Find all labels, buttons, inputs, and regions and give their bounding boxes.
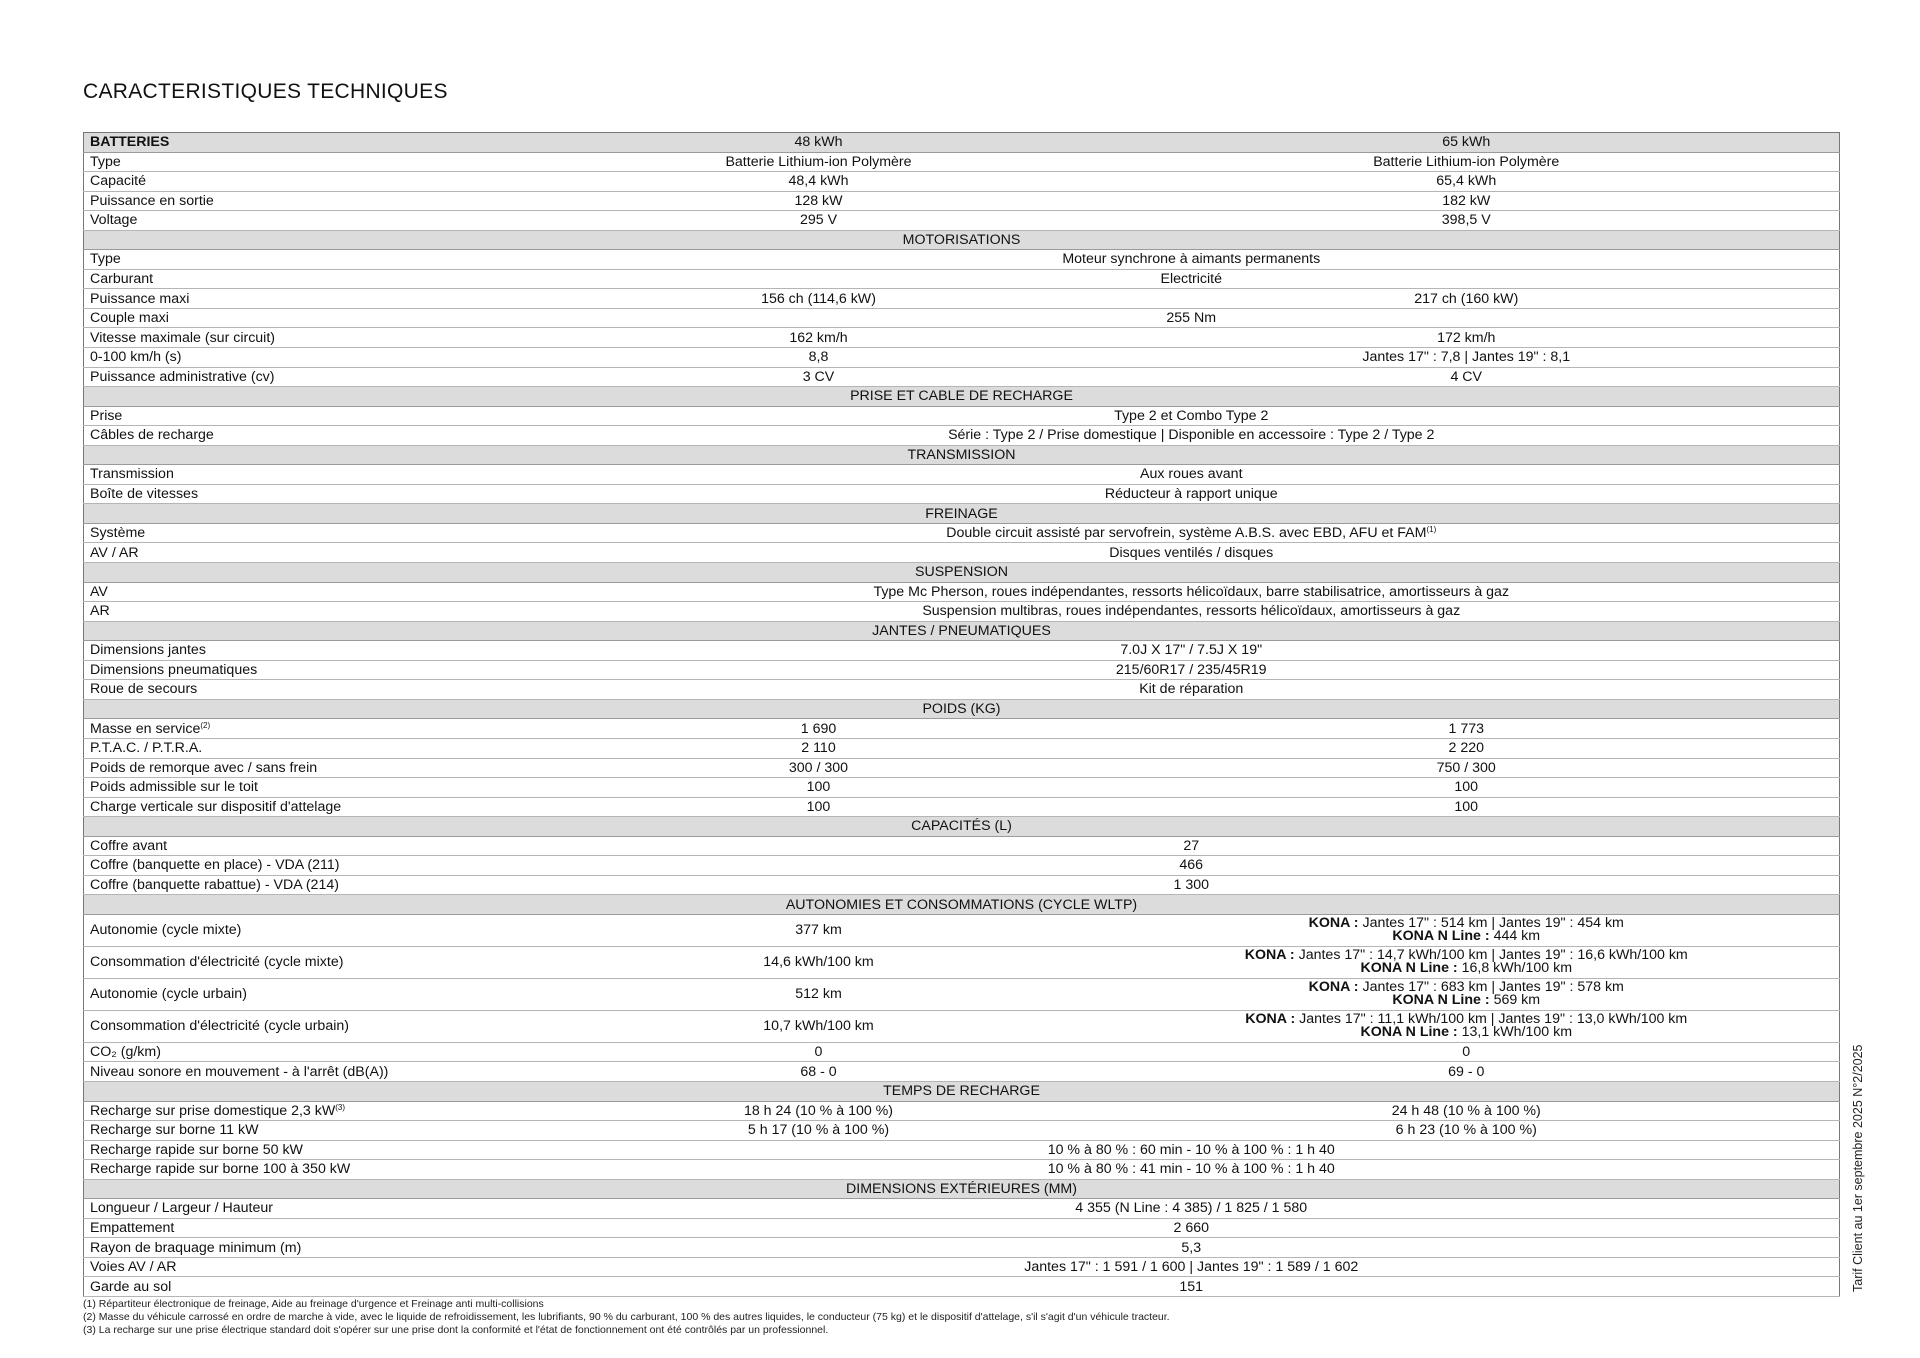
- spec-label-text: Recharge sur prise domestique 2,3 kW: [90, 1102, 336, 1119]
- spec-label: [84, 914, 544, 946]
- spec-label: [84, 797, 544, 817]
- spec-value-48kwh: 18 h 24 (10 % à 100 %): [544, 1101, 1094, 1121]
- spec-label: [84, 738, 544, 758]
- spec-row: [84, 289, 1840, 309]
- spec-value-text: 7.0J X 17" / 7.5J X 19": [1120, 642, 1263, 659]
- spec-row: [84, 1238, 1840, 1258]
- spec-value: [544, 523, 1840, 543]
- footnotes: [83, 1298, 1783, 1337]
- spec-value-65kwh: 217 ch (160 kW): [1094, 289, 1840, 309]
- spec-value-48kwh: 295 V: [544, 211, 1094, 231]
- spec-value: [544, 308, 1840, 328]
- spec-label-text: AV / AR: [90, 544, 139, 561]
- spec-value-65kwh: 65,4 kWh: [1094, 172, 1840, 192]
- spec-label-text: Système: [90, 525, 146, 542]
- spec-label: [84, 133, 544, 153]
- spec-label-text: Voies AV / AR: [90, 1259, 177, 1276]
- spec-value-48kwh: 100: [544, 797, 1094, 817]
- spec-row: [84, 465, 1840, 485]
- spec-label-text: Poids de remorque avec / sans frein: [90, 759, 318, 776]
- kona-n-line-label: KONA N Line :: [1360, 1024, 1458, 1041]
- kona-n-line-value: 13,1 kWh/100 km: [1461, 1024, 1573, 1041]
- section-title: DIMENSIONS EXTÉRIEURES (MM): [84, 1179, 1840, 1199]
- spec-row: [84, 914, 1840, 946]
- spec-label-text: Dimensions jantes: [90, 642, 206, 659]
- spec-label: [84, 1062, 544, 1082]
- kona-value: Jantes 17" : 514 km | Jantes 19" : 454 km: [1362, 915, 1624, 932]
- spec-value-65kwh: Jantes 17" : 7,8 | Jantes 19" : 8,1: [1094, 348, 1840, 368]
- kona-n-line-value: 444 km: [1493, 928, 1541, 945]
- spec-value: [544, 875, 1840, 895]
- spec-label-text: Boîte de vitesses: [90, 486, 199, 503]
- spec-label-text: Voltage: [90, 212, 138, 229]
- spec-value-48kwh: 48 kWh: [544, 133, 1094, 153]
- kona-label: KONA :: [1308, 979, 1359, 996]
- spec-label-text: P.T.A.C. / P.T.R.A.: [90, 740, 203, 757]
- spec-value-65kwh: [1094, 1010, 1840, 1042]
- spec-label-text: Poids admissible sur le toit: [90, 779, 258, 796]
- spec-row: [84, 738, 1840, 758]
- spec-label: [84, 308, 544, 328]
- spec-row: [84, 978, 1840, 1010]
- spec-label-text: 0-100 km/h (s): [90, 349, 182, 366]
- spec-label: [84, 172, 544, 192]
- spec-label: [84, 1257, 544, 1277]
- spec-value-text: 151: [1179, 1278, 1204, 1295]
- spec-value-65kwh: Batterie Lithium-ion Polymère: [1094, 152, 1840, 172]
- spec-row: [84, 1257, 1840, 1277]
- spec-label: [84, 778, 544, 798]
- spec-label-text: Coffre avant: [90, 837, 168, 854]
- section-title: AUTONOMIES ET CONSOMMATIONS (CYCLE WLTP): [84, 895, 1840, 915]
- section-title: POIDS (KG): [84, 699, 1840, 719]
- spec-value: [544, 582, 1840, 602]
- spec-value-text: Suspension multibras, roues indépendantes, ressorts hélicoïdaux, amortisseurs à gaz: [922, 603, 1461, 620]
- spec-label: [84, 465, 544, 485]
- spec-value-65kwh: [1094, 914, 1840, 946]
- spec-row: [84, 484, 1840, 504]
- spec-value-48kwh: Batterie Lithium-ion Polymère: [544, 152, 1094, 172]
- spec-label-text: BATTERIES: [90, 134, 170, 151]
- spec-value: [544, 465, 1840, 485]
- section-header-row: [84, 387, 1840, 407]
- spec-label-text: AR: [90, 603, 110, 620]
- spec-value-text: Moteur synchrone à aimants permanents: [1062, 251, 1321, 268]
- spec-label: [84, 660, 544, 680]
- spec-value-65kwh: [1094, 946, 1840, 978]
- spec-value-48kwh: 8,8: [544, 348, 1094, 368]
- footnote: (3) La recharge sur une prise électrique standard doit s'opérer sur une prise dont la conformité et l'état de fonctionnement ont été contrôlés par un professionnel.: [83, 1324, 829, 1336]
- spec-value-text: Type 2 et Combo Type 2: [1114, 407, 1269, 424]
- spec-label: [84, 543, 544, 563]
- spec-row: [84, 406, 1840, 426]
- spec-value-65kwh: 6 h 23 (10 % à 100 %): [1094, 1121, 1840, 1141]
- spec-row: [84, 641, 1840, 661]
- spec-value-65kwh: 172 km/h: [1094, 328, 1840, 348]
- spec-value-48kwh: 300 / 300: [544, 758, 1094, 778]
- spec-label-text: Puissance en sortie: [90, 192, 214, 209]
- spec-value-65kwh: 4 CV: [1094, 367, 1840, 387]
- spec-label-text: Rayon de braquage minimum (m): [90, 1239, 302, 1256]
- spec-value-text: 27: [1183, 837, 1200, 854]
- spec-value-65kwh: 100: [1094, 797, 1840, 817]
- spec-value: [544, 1160, 1840, 1180]
- section-header-row: [84, 230, 1840, 250]
- spec-label: [84, 758, 544, 778]
- spec-label-text: Capacité: [90, 173, 146, 190]
- spec-row: [84, 778, 1840, 798]
- spec-label: [84, 719, 544, 739]
- spec-row: [84, 797, 1840, 817]
- spec-label: [84, 367, 544, 387]
- section-header-row: [84, 895, 1840, 915]
- spec-value-text: 10 % à 80 % : 41 min - 10 % à 100 % : 1 h 40: [1047, 1161, 1335, 1178]
- spec-value-text: Jantes 17" : 1 591 / 1 600 | Jantes 19" : 1 589 / 1 602: [1024, 1259, 1359, 1276]
- spec-value-48kwh: 5 h 17 (10 % à 100 %): [544, 1121, 1094, 1141]
- spec-label: [84, 1042, 544, 1062]
- spec-value-48kwh: 10,7 kWh/100 km: [544, 1010, 1094, 1042]
- spec-value-text: 4 355 (N Line : 4 385) / 1 825 / 1 580: [1075, 1200, 1308, 1217]
- spec-label-text: Roue de secours: [90, 681, 198, 698]
- spec-label: [84, 1238, 544, 1258]
- spec-value: [544, 660, 1840, 680]
- spec-row: [84, 1062, 1840, 1082]
- spec-value: [544, 602, 1840, 622]
- spec-label: [84, 582, 544, 602]
- spec-value-65kwh: 398,5 V: [1094, 211, 1840, 231]
- spec-row: [84, 1218, 1840, 1238]
- spec-value-text: 10 % à 80 % : 60 min - 10 % à 100 % : 1 h 40: [1047, 1141, 1335, 1158]
- spec-row: [84, 308, 1840, 328]
- spec-value: [544, 269, 1840, 289]
- footnote-ref: (1): [1426, 525, 1437, 535]
- spec-label: [84, 1010, 544, 1042]
- spec-row: [84, 1101, 1840, 1121]
- spec-label-text: Couple maxi: [90, 310, 169, 327]
- side-note: Tarif Client au 1er septembre 2025 N°2/2025: [1851, 1044, 1865, 1292]
- spec-label-text: Prise: [90, 407, 123, 424]
- spec-value: [544, 1257, 1840, 1277]
- spec-value: [544, 1199, 1840, 1219]
- spec-row: [84, 133, 1840, 153]
- spec-value-text: Disques ventilés / disques: [1109, 544, 1274, 561]
- spec-label: [84, 680, 544, 700]
- spec-value-text: 1 300: [1173, 876, 1209, 893]
- spec-label: [84, 250, 544, 270]
- spec-label-text: Recharge sur borne 11 kW: [90, 1122, 259, 1139]
- spec-label-text: Consommation d'électricité (cycle urbain): [90, 1018, 349, 1035]
- section-title: MOTORISATIONS: [84, 230, 1840, 250]
- spec-row: [84, 1010, 1840, 1042]
- spec-label: [84, 211, 544, 231]
- spec-label: [84, 523, 544, 543]
- spec-label-text: Autonomie (cycle urbain): [90, 986, 247, 1003]
- spec-row: [84, 680, 1840, 700]
- spec-label-text: Puissance administrative (cv): [90, 368, 275, 385]
- spec-row: [84, 543, 1840, 563]
- spec-row: [84, 367, 1840, 387]
- spec-value-text: Double circuit assisté par servofrein, système A.B.S. avec EBD, AFU et FAM: [946, 525, 1427, 542]
- spec-label-text: Vitesse maximale (sur circuit): [90, 329, 276, 346]
- spec-value-65kwh: 0: [1094, 1042, 1840, 1062]
- spec-value-text: Kit de réparation: [1139, 681, 1244, 698]
- spec-value: [544, 1140, 1840, 1160]
- spec-label: [84, 191, 544, 211]
- spec-value-text: 5,3: [1181, 1239, 1202, 1256]
- spec-value: [544, 484, 1840, 504]
- spec-value: [544, 1238, 1840, 1258]
- spec-value: [544, 1218, 1840, 1238]
- footnote: (2) Masse du véhicule carrossé en ordre de marche à vide, avec le liquide de refroidissement, les lubrifiants, 90 % du carburant, 100 % des autres liquides, le conducteur (75 kg) et le dispositif d'attelage, s'il s'agit d'un véhicule tracteur.: [83, 1311, 1170, 1323]
- spec-value-65kwh: 100: [1094, 778, 1840, 798]
- spec-label-text: Puissance maxi: [90, 290, 190, 307]
- spec-label: [84, 406, 544, 426]
- spec-row: [84, 1199, 1840, 1219]
- spec-label: [84, 1101, 544, 1121]
- spec-value-48kwh: 128 kW: [544, 191, 1094, 211]
- spec-value: [544, 406, 1840, 426]
- spec-label: [84, 602, 544, 622]
- spec-value-48kwh: 100: [544, 778, 1094, 798]
- spec-label-text: Recharge rapide sur borne 50 kW: [90, 1141, 303, 1158]
- spec-value-48kwh: 2 110: [544, 738, 1094, 758]
- spec-row: [84, 211, 1840, 231]
- spec-value-65kwh: 182 kW: [1094, 191, 1840, 211]
- spec-value-65kwh: 2 220: [1094, 738, 1840, 758]
- spec-row: [84, 426, 1840, 446]
- spec-label: [84, 1160, 544, 1180]
- spec-row: [84, 719, 1840, 739]
- spec-label: [84, 875, 544, 895]
- spec-label-text: Carburant: [90, 271, 154, 287]
- spec-row: [84, 660, 1840, 680]
- spec-value: [544, 250, 1840, 270]
- spec-label-text: CO₂ (g/km): [90, 1044, 161, 1061]
- section-header-row: [84, 621, 1840, 641]
- spec-label: [84, 856, 544, 876]
- spec-label-text: Transmission: [90, 466, 174, 483]
- spec-label: [84, 1199, 544, 1219]
- kona-value: Jantes 17" : 683 km | Jantes 19" : 578 km: [1362, 979, 1624, 996]
- kona-value: Jantes 17" : 11,1 kWh/100 km | Jantes 19" : 13,0 kWh/100 km: [1299, 1011, 1688, 1028]
- section-header-row: [84, 445, 1840, 465]
- spec-label: [84, 836, 544, 856]
- spec-value-65kwh: 750 / 300: [1094, 758, 1840, 778]
- spec-value-65kwh: 24 h 48 (10 % à 100 %): [1094, 1101, 1840, 1121]
- spec-label: [84, 426, 544, 446]
- spec-label-text: Recharge rapide sur borne 100 à 350 kW: [90, 1161, 351, 1178]
- spec-value: [544, 426, 1840, 446]
- kona-n-line-label: KONA N Line :: [1360, 960, 1458, 977]
- spec-table: [83, 132, 1840, 1297]
- spec-label: [84, 1140, 544, 1160]
- spec-value-65kwh: 69 - 0: [1094, 1062, 1840, 1082]
- footnote: (1) Répartiteur électronique de freinage, Aide au freinage d'urgence et Freinage anti multi-collisions: [83, 1298, 544, 1310]
- section-title: TRANSMISSION: [84, 445, 1840, 465]
- kona-n-line-value: 16,8 kWh/100 km: [1461, 960, 1573, 977]
- spec-value-48kwh: 377 km: [544, 914, 1094, 946]
- section-title: TEMPS DE RECHARGE: [84, 1081, 1840, 1101]
- spec-label: [84, 152, 544, 172]
- spec-value-65kwh: [1094, 978, 1840, 1010]
- spec-label: [84, 269, 544, 289]
- spec-value: [544, 1277, 1840, 1297]
- kona-label: KONA :: [1245, 1011, 1296, 1028]
- spec-value-48kwh: 3 CV: [544, 367, 1094, 387]
- spec-row: [84, 172, 1840, 192]
- spec-label: [84, 348, 544, 368]
- spec-value-48kwh: 48,4 kWh: [544, 172, 1094, 192]
- section-header-row: [84, 699, 1840, 719]
- spec-label-text: Dimensions pneumatiques: [90, 661, 258, 678]
- spec-row: [84, 856, 1840, 876]
- kona-value: Jantes 17" : 14,7 kWh/100 km | Jantes 19" : 16,6 kWh/100 km: [1298, 947, 1688, 964]
- spec-label-text: Type: [90, 251, 121, 268]
- spec-label-text: Niveau sonore en mouvement - à l'arrêt (dB(A)): [90, 1063, 389, 1080]
- spec-row: [84, 1042, 1840, 1062]
- spec-value-text: 466: [1179, 857, 1204, 874]
- spec-label-text: Longueur / Largeur / Hauteur: [90, 1200, 273, 1217]
- section-title: FREINAGE: [84, 504, 1840, 524]
- spec-label: [84, 641, 544, 661]
- spec-row: [84, 191, 1840, 211]
- spec-value-text: Réducteur à rapport unique: [1104, 486, 1278, 503]
- spec-value-48kwh: 156 ch (114,6 kW): [544, 289, 1094, 309]
- spec-value-text: Série : Type 2 / Prise domestique | Disponible en accessoire : Type 2 / Type 2: [948, 427, 1435, 444]
- spec-row: [84, 602, 1840, 622]
- spec-row: [84, 1277, 1840, 1297]
- spec-value-text: 255 Nm: [1166, 310, 1217, 327]
- spec-label-text: Type: [90, 153, 121, 170]
- kona-n-line: [1100, 994, 1834, 1007]
- spec-label-text: Garde au sol: [90, 1278, 172, 1295]
- spec-label: [84, 1277, 544, 1297]
- spec-value-48kwh: 162 km/h: [544, 328, 1094, 348]
- page-title: CARACTERISTIQUES TECHNIQUES: [83, 80, 448, 103]
- spec-value-48kwh: 0: [544, 1042, 1094, 1062]
- spec-row: [84, 758, 1840, 778]
- spec-row: [84, 523, 1840, 543]
- spec-value-text: Electricité: [1160, 271, 1222, 287]
- section-header-row: [84, 817, 1840, 837]
- spec-row: [84, 836, 1840, 856]
- spec-value-65kwh: 65 kWh: [1094, 133, 1840, 153]
- spec-value: [544, 836, 1840, 856]
- kona-label: KONA :: [1244, 947, 1295, 964]
- section-title: JANTES / PNEUMATIQUES: [84, 621, 1840, 641]
- spec-row: [84, 348, 1840, 368]
- spec-value-text: Aux roues avant: [1139, 466, 1243, 483]
- section-header-row: [84, 563, 1840, 583]
- section-title: CAPACITÉS (L): [84, 817, 1840, 837]
- spec-row: [84, 328, 1840, 348]
- spec-label-text: Câbles de recharge: [90, 427, 214, 444]
- spec-value-text: 2 660: [1173, 1219, 1209, 1236]
- section-header-row: [84, 1081, 1840, 1101]
- section-title: SUSPENSION: [84, 563, 1840, 583]
- spec-value-text: Type Mc Pherson, roues indépendantes, ressorts hélicoïdaux, barre stabilisatrice, amortisseurs à gaz: [873, 583, 1510, 600]
- spec-row: [84, 946, 1840, 978]
- kona-n-line-label: KONA N Line :: [1392, 992, 1490, 1009]
- kona-label: KONA :: [1308, 915, 1359, 932]
- spec-value-48kwh: 512 km: [544, 978, 1094, 1010]
- spec-label: [84, 978, 544, 1010]
- spec-label-text: Masse en service: [90, 720, 201, 737]
- kona-n-line: [1100, 930, 1834, 943]
- spec-row: [84, 1121, 1840, 1141]
- spec-row: [84, 152, 1840, 172]
- spec-row: [84, 250, 1840, 270]
- spec-label-text: Charge verticale sur dispositif d'attelage: [90, 798, 342, 815]
- spec-label: [84, 1218, 544, 1238]
- spec-row: [84, 1140, 1840, 1160]
- spec-value: [544, 680, 1840, 700]
- spec-label-text: AV: [90, 583, 108, 600]
- kona-n-line-label: KONA N Line :: [1392, 928, 1490, 945]
- spec-value: [544, 641, 1840, 661]
- spec-label-text: Empattement: [90, 1219, 175, 1236]
- spec-row: [84, 582, 1840, 602]
- spec-value: [544, 856, 1840, 876]
- footnote-ref: (2): [200, 720, 211, 730]
- spec-label-text: Consommation d'électricité (cycle mixte): [90, 954, 344, 971]
- spec-label-text: Coffre (banquette rabattue) - VDA (214): [90, 876, 339, 893]
- section-header-row: [84, 504, 1840, 524]
- spec-value-48kwh: 14,6 kWh/100 km: [544, 946, 1094, 978]
- spec-row: [84, 875, 1840, 895]
- spec-value-48kwh: 68 - 0: [544, 1062, 1094, 1082]
- section-title: PRISE ET CABLE DE RECHARGE: [84, 387, 1840, 407]
- spec-value: [544, 543, 1840, 563]
- spec-label: [84, 484, 544, 504]
- spec-label-text: Coffre (banquette en place) - VDA (211): [90, 857, 340, 874]
- section-header-row: [84, 1179, 1840, 1199]
- spec-label: [84, 289, 544, 309]
- spec-label-text: Autonomie (cycle mixte): [90, 922, 242, 939]
- kona-n-line-value: 569 km: [1493, 992, 1541, 1009]
- spec-label: [84, 1121, 544, 1141]
- kona-n-line: [1100, 962, 1834, 975]
- spec-value-65kwh: 1 773: [1094, 719, 1840, 739]
- spec-label: [84, 328, 544, 348]
- footnote-ref: (3): [335, 1102, 346, 1112]
- kona-n-line: [1100, 1026, 1834, 1039]
- spec-value-48kwh: 1 690: [544, 719, 1094, 739]
- spec-row: [84, 1160, 1840, 1180]
- spec-value-text: 215/60R17 / 235/45R19: [1115, 661, 1267, 678]
- spec-row: [84, 269, 1840, 289]
- spec-label: [84, 946, 544, 978]
